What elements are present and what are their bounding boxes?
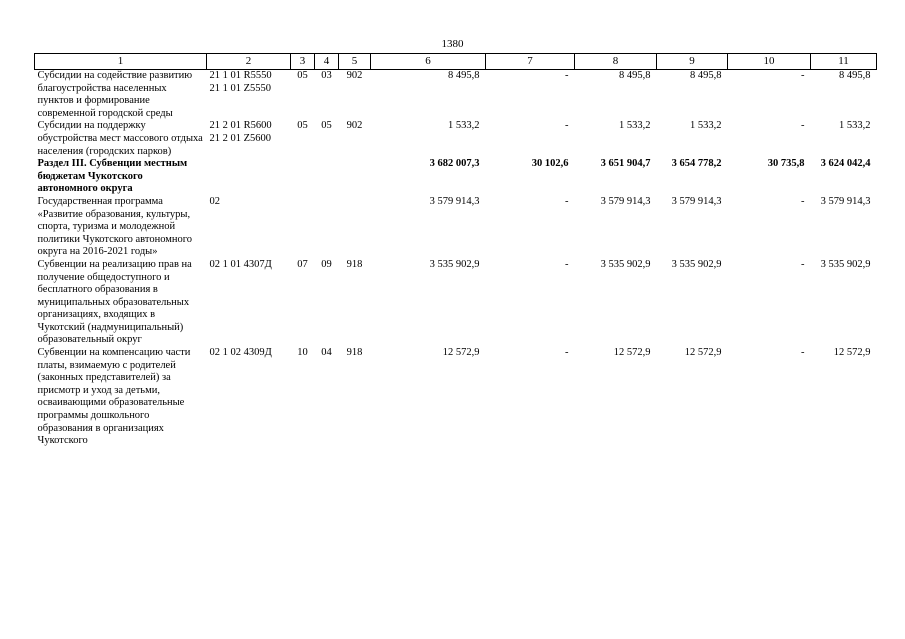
table-body xyxy=(35,70,877,448)
table-row xyxy=(35,259,877,347)
row-name: Раздел III. Субвенции местным бюджетам Чукотского автономного округа xyxy=(37,158,188,195)
col4-cell xyxy=(315,158,339,196)
col5-cell: 902 xyxy=(346,120,363,132)
col9-cell: 8 495,8 xyxy=(690,70,722,81)
row-name: Субсидии на поддержку обустройства мест массового отдыха населения (городских парков) xyxy=(37,120,203,157)
col6-cell: 3 579 914,3 xyxy=(429,195,480,207)
header-row xyxy=(35,54,877,70)
col6-cell: 8 495,8 xyxy=(448,70,480,81)
code-line: 21 1 01 Z5550 xyxy=(209,82,272,94)
col8-cell: 3 651 904,7 xyxy=(600,158,651,170)
col8-cell: 3 535 902,9 xyxy=(600,258,651,270)
col10-cell: - xyxy=(801,258,805,270)
column-header: 11 xyxy=(811,54,877,70)
table-row xyxy=(35,347,877,448)
col7-cell: - xyxy=(565,195,569,207)
column-header: 7 xyxy=(486,54,575,70)
table-row xyxy=(35,120,877,158)
row-name: Субсидии на содействие развитию благоустройства населенных пунктов и формирование современной городской среды xyxy=(37,70,193,119)
row-code xyxy=(207,347,291,448)
row-code xyxy=(207,196,291,259)
col4-cell: 03 xyxy=(321,70,332,81)
row-name: Субвенции на реализацию прав на получение общедоступного и бесплатного образования в муниципальных образовательных организациях, входящих в Чукотский (надмуниципальный) образовательный округ xyxy=(37,258,192,346)
row-code xyxy=(207,70,291,121)
column-header: 9 xyxy=(657,54,728,70)
row-code xyxy=(207,158,291,196)
col10-cell: - xyxy=(801,195,805,207)
col10-cell: - xyxy=(801,347,805,359)
col9-cell: 1 533,2 xyxy=(690,120,722,132)
column-header: 10 xyxy=(728,54,811,70)
table-row xyxy=(35,196,877,259)
col7-cell: - xyxy=(565,258,569,270)
col10-cell: 30 735,8 xyxy=(767,158,805,170)
col3-cell: 05 xyxy=(297,70,308,81)
col8-cell: 12 572,9 xyxy=(613,347,651,359)
row-name: Субвенции на компенсацию части платы, взимаемую с родителей (законных представителей) за присмотр и уход за детьми, осваивающими образовательные программы дошкольного образования в организациях Чукотского xyxy=(37,347,191,447)
row-code xyxy=(207,259,291,347)
col11-cell: 3 624 042,4 xyxy=(820,158,871,170)
column-header: 3 xyxy=(291,54,315,70)
col11-cell: 1 533,2 xyxy=(839,120,871,132)
code-line: 21 1 01 R5550 xyxy=(209,70,272,81)
budget-table xyxy=(34,53,877,448)
col9-cell: 3 654 778,2 xyxy=(671,158,722,170)
col4-cell xyxy=(315,196,339,259)
page-number: 1380 xyxy=(441,38,464,50)
column-header: 8 xyxy=(575,54,657,70)
row-name: Государственная программа «Развитие образования, культуры, спорта, туризма и молодежной политики Чукотского автономного округа на 2016-2021 годы» xyxy=(37,195,193,258)
col5-cell xyxy=(339,158,371,196)
col8-cell: 3 579 914,3 xyxy=(600,195,651,207)
col5-cell: 918 xyxy=(346,347,363,359)
col8-cell: 1 533,2 xyxy=(619,120,651,132)
code-line: 02 xyxy=(209,195,220,207)
col8-cell: 8 495,8 xyxy=(619,70,651,81)
col3-cell: 05 xyxy=(297,120,308,132)
col5-cell: 902 xyxy=(346,70,363,81)
column-header: 2 xyxy=(207,54,291,70)
col6-cell: 12 572,9 xyxy=(442,347,480,359)
col3-cell: 10 xyxy=(297,347,308,359)
col5-cell xyxy=(339,196,371,259)
col9-cell: 3 535 902,9 xyxy=(671,258,722,270)
col3-cell: 07 xyxy=(297,258,308,270)
code-line: 02 1 02 4309Д xyxy=(209,347,272,359)
column-header: 5 xyxy=(339,54,371,70)
col9-cell: 12 572,9 xyxy=(684,347,722,359)
code-line: 21 2 01 Z5600 xyxy=(209,132,272,144)
col5-cell: 918 xyxy=(346,258,363,270)
col11-cell: 3 535 902,9 xyxy=(820,258,871,270)
column-header: 6 xyxy=(371,54,486,70)
col6-cell: 1 533,2 xyxy=(448,120,480,132)
col4-cell: 04 xyxy=(321,347,332,359)
col10-cell: - xyxy=(801,120,805,132)
col9-cell: 3 579 914,3 xyxy=(671,195,722,207)
row-code xyxy=(207,120,291,158)
code-line: 02 1 01 4307Д xyxy=(209,258,272,270)
col3-cell xyxy=(291,196,315,259)
table-row xyxy=(35,70,877,121)
col6-cell: 3 535 902,9 xyxy=(429,258,480,270)
code-line: 21 2 01 R5600 xyxy=(209,120,272,132)
column-header: 1 xyxy=(35,54,207,70)
col11-cell: 3 579 914,3 xyxy=(820,195,871,207)
col7-cell: - xyxy=(565,120,569,132)
table-row xyxy=(35,158,877,196)
col7-cell: - xyxy=(565,347,569,359)
col10-cell: - xyxy=(801,70,805,81)
col11-cell: 8 495,8 xyxy=(839,70,871,81)
column-header: 4 xyxy=(315,54,339,70)
col11-cell: 12 572,9 xyxy=(833,347,871,359)
col3-cell xyxy=(291,158,315,196)
col7-cell: - xyxy=(565,70,569,81)
col6-cell: 3 682 007,3 xyxy=(429,158,480,170)
col4-cell: 05 xyxy=(321,120,332,132)
col4-cell: 09 xyxy=(321,258,332,270)
col7-cell: 30 102,6 xyxy=(531,158,569,170)
